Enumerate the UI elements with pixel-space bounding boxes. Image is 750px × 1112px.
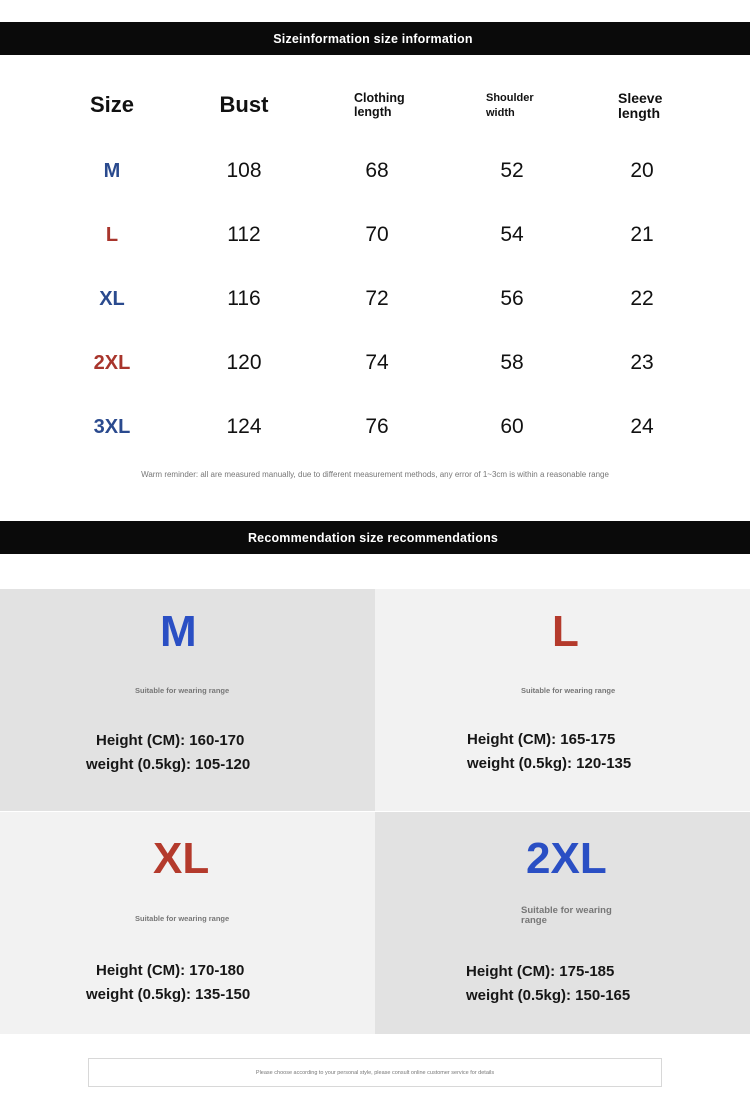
length-value-l: 70	[365, 223, 389, 246]
size-label-3xl: 3XL	[93, 416, 131, 438]
bust-value-xl: 116	[227, 287, 261, 310]
bust-value-m: 108	[226, 159, 262, 182]
shoulder-value-xl: 56	[500, 287, 524, 310]
measurement-reminder: Warm reminder: all are measured manually, due to different measurement methods, any error of 1~3cm is within a reasonable range	[141, 470, 609, 479]
recommendation-banner	[0, 521, 750, 554]
recommendation-panel-2xl	[375, 812, 750, 1034]
header-shoulder-width-line2: width	[486, 107, 515, 119]
size-label-xl: XL	[99, 288, 125, 310]
length-value-2xl: 74	[365, 351, 389, 374]
sleeve-value-3xl: 24	[630, 415, 654, 438]
header-bust: Bust	[219, 92, 269, 117]
shoulder-value-3xl: 60	[500, 415, 524, 438]
panel-weight-xl: weight (0.5kg): 135-150	[86, 986, 251, 1003]
sleeve-value-m: 20	[630, 159, 654, 182]
header-clothing-length	[354, 91, 405, 119]
footer-note: Please choose according to your personal style, please consult online customer service for details	[255, 1069, 495, 1076]
header-sleeve-length-line2: length	[618, 105, 660, 121]
recommendation-panel-l	[375, 589, 750, 811]
panel-weight-l: weight (0.5kg): 120-135	[467, 755, 632, 772]
shoulder-value-2xl: 58	[500, 351, 524, 374]
panel-weight-2xl: weight (0.5kg): 150-165	[466, 987, 631, 1004]
recommendation-panel-m	[0, 589, 375, 811]
panel-size-xl: XL	[153, 834, 210, 883]
size-label-l: L	[105, 224, 119, 246]
footer-note-box	[88, 1058, 662, 1087]
header-shoulder-width	[486, 91, 534, 121]
header-shoulder-width-line1: Shoulder	[486, 92, 534, 104]
panel-size-2xl: 2XL	[526, 834, 607, 883]
shoulder-value-l: 54	[500, 223, 524, 246]
panel-suitable-2xl: Suitable for wearing range	[521, 905, 612, 926]
size-information-banner-title: Sizeinformation size information	[273, 31, 473, 46]
sleeve-value-2xl: 23	[630, 351, 654, 374]
bust-value-3xl: 124	[226, 415, 262, 438]
panel-suitable-m: Suitable for wearing range	[135, 686, 230, 695]
panel-size-l: L	[552, 607, 579, 656]
panel-height-l: Height (CM): 165-175	[467, 731, 616, 748]
size-label-m: M	[103, 160, 121, 182]
header-clothing-length-line1: Clothing	[354, 91, 405, 105]
length-value-m: 68	[365, 159, 389, 182]
panel-height-m: Height (CM): 160-170	[96, 732, 245, 749]
panel-suitable-l: Suitable for wearing range	[521, 686, 616, 695]
header-clothing-length-line2: length	[354, 105, 392, 119]
panel-suitable-xl: Suitable for wearing range	[135, 914, 230, 923]
header-size: Size	[89, 92, 135, 117]
size-information-banner	[0, 22, 750, 55]
sleeve-value-xl: 22	[630, 287, 654, 310]
size-label-2xl: 2XL	[93, 352, 131, 374]
panel-height-2xl: Height (CM): 175-185	[466, 963, 615, 980]
panel-height-xl: Height (CM): 170-180	[96, 962, 245, 979]
panel-weight-m: weight (0.5kg): 105-120	[86, 756, 251, 773]
sleeve-value-l: 21	[630, 223, 654, 246]
bust-value-2xl: 120	[226, 351, 262, 374]
panel-size-m: M	[160, 607, 197, 656]
header-sleeve-length	[618, 91, 662, 121]
header-sleeve-length-line1: Sleeve	[618, 90, 663, 106]
shoulder-value-m: 52	[500, 159, 524, 182]
recommendation-panel-xl	[0, 812, 375, 1034]
bust-value-l: 112	[227, 223, 261, 246]
length-value-3xl: 76	[365, 415, 389, 438]
recommendation-banner-title: Recommendation size recommendations	[247, 530, 499, 545]
length-value-xl: 72	[365, 287, 389, 310]
